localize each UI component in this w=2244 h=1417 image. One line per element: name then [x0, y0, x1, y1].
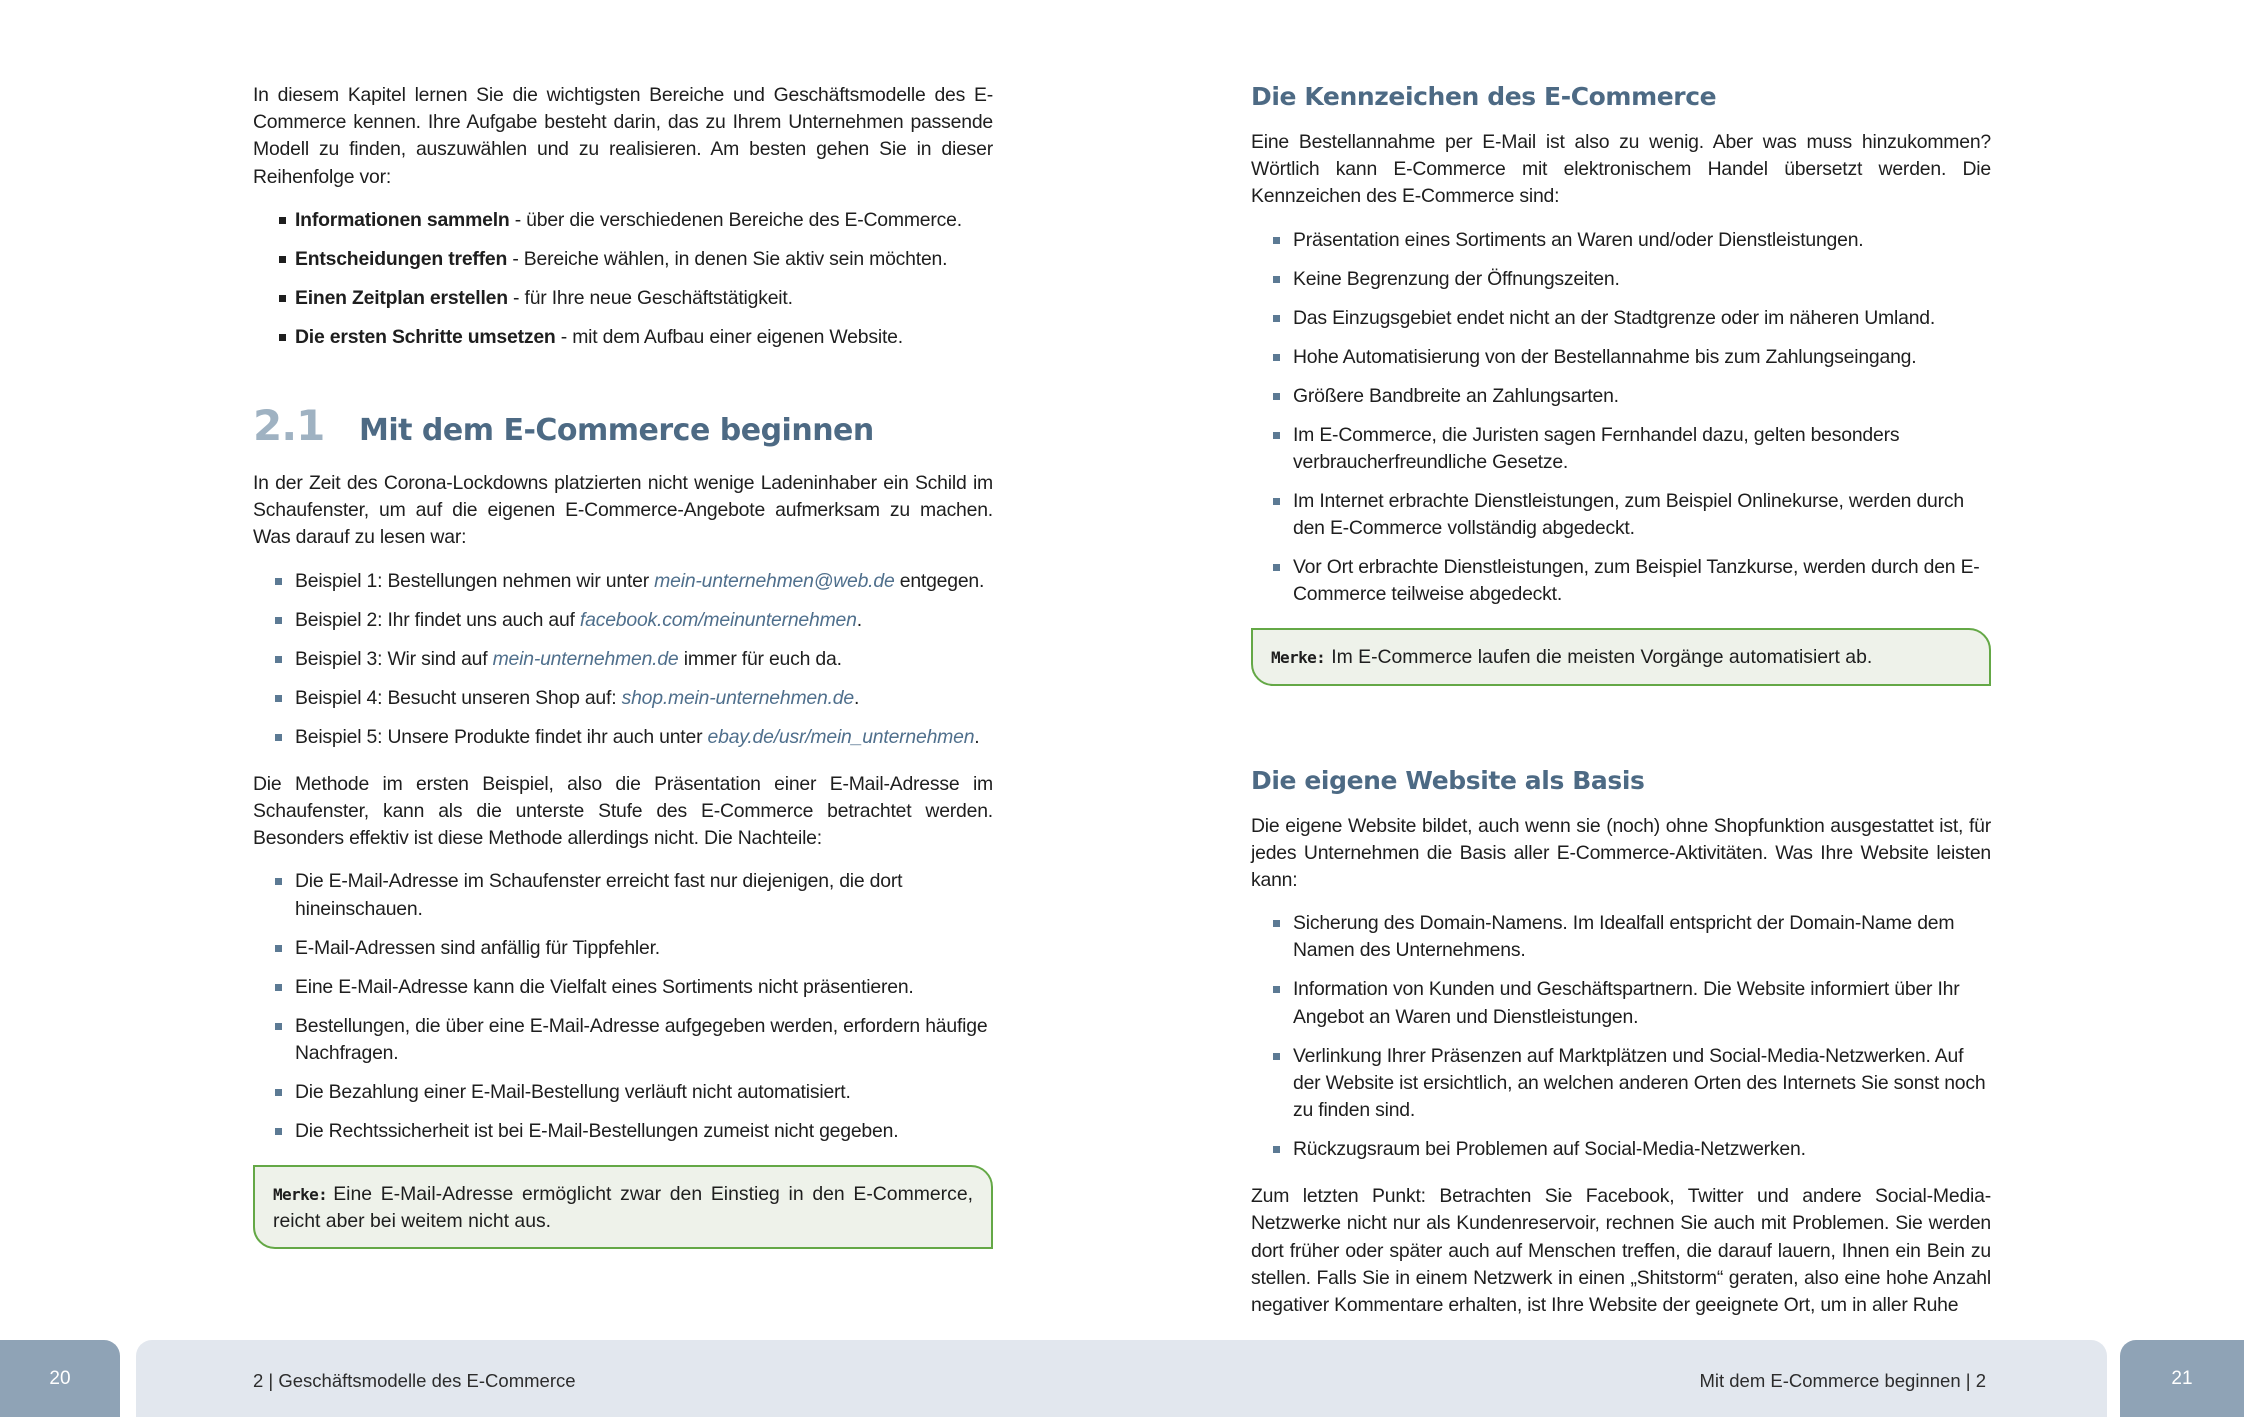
merke-box [253, 1165, 993, 1249]
benefits-list [1251, 910, 1991, 1163]
example-link[interactable]: mein-unternehmen.de [492, 647, 679, 670]
closing-paragraph: Zum letzten Punkt: Betrachten Sie Facebook, Twitter und andere Social-Media-Netzwerke nicht nur als Kundenreservoir, rechnen Sie auch mit Problemen. Sie werden dort früher oder später auch auf Menschen treffen, die darauf lauern, Ihnen ein Bein zu stellen. Falls Sie in einem Netzwerk in einen „Shitstorm“ geraten, also eine hohe Anzahl negativer Kommentare erhalten, ist Ihre Website der geeignete Ort, um in aller Ruhe [1251, 1185, 1991, 1317]
list-item: Beispiel 5: Unsere Produkte findet ihr auch unter ebay.de/usr/mein_unternehmen. [253, 724, 993, 751]
examples-list [253, 568, 993, 751]
list-item: Größere Bandbreite an Zahlungsarten. [1251, 383, 1991, 410]
example-link[interactable]: shop.mein-unternehmen.de [621, 686, 854, 709]
list-item: Das Einzugsgebiet endet nicht an der Stadtgrenze oder im näheren Umland. [1251, 305, 1991, 332]
list-item: Sicherung des Domain-Namens. Im Idealfall entspricht der Domain-Name dem Namen des Unternehmens. [1251, 910, 1991, 964]
section-title: Mit dem E-Commerce beginnen [359, 413, 874, 449]
footer-chapter-right: Mit dem E-Commerce beginnen | 2 [1699, 1370, 1986, 1391]
steps-list [253, 207, 993, 351]
list-item: Beispiel 1: Bestellungen nehmen wir unter mein-unternehmen@web.de entgegen. [253, 568, 993, 595]
footer-chapter-left: 2 | Geschäftsmodelle des E-Commerce [253, 1370, 576, 1391]
merke-text: Im E-Commerce laufen die meisten Vorgänge automatisiert ab. [1331, 646, 1873, 669]
kennzeichen-paragraph: Eine Bestellannahme per E-Mail ist also zu wenig. Aber was muss hinzukommen? Wörtlich kann E-Commerce mit elektronischem Handel übersetzt werden. Die Kennzeichen des E-Commerce sind: [1251, 131, 1991, 208]
drawbacks-intro: Die Methode im ersten Beispiel, also die Präsentation einer E-Mail-Adresse im Schaufenster, kann als die unterste Stufe des E-Commerce betrachtet werden. Besonders effektiv ist diese Methode allerdings nicht. Die Nachteile: [253, 772, 993, 850]
drawbacks-list [253, 868, 993, 1145]
list-item: Im Internet erbrachte Dienstleistungen, zum Beispiel Onlinekurse, werden durch den E-Commerce vollständig abgedeckt. [1251, 488, 1991, 542]
intro-paragraph: In diesem Kapitel lernen Sie die wichtigsten Bereiche und Geschäftsmodelle des E-Commerce kennen. Ihre Aufgabe besteht darin, das zu Ihrem Unternehmen passende Modell zu finden, auszuwählen und zu realisieren. Am besten gehen Sie in dieser Reihenfolge vor: [253, 84, 993, 188]
merke-label: Merke: [1271, 648, 1326, 668]
list-item: Im E-Commerce, die Juristen sagen Fernhandel dazu, gelten besonders verbraucherfreundliche Gesetze. [1251, 422, 1991, 476]
list-item: Hohe Automatisierung von der Bestellannahme bis zum Zahlungseingang. [1251, 344, 1991, 371]
right-page-column [1251, 82, 1991, 1335]
list-item: Die Bezahlung einer E-Mail-Bestellung verläuft nicht automatisiert. [253, 1079, 993, 1106]
merke-box [1251, 628, 1991, 685]
list-item: Entscheidungen treffen - Bereiche wählen, in denen Sie aktiv sein möchten. [253, 246, 993, 273]
merke-text: Eine E-Mail-Adresse ermöglicht zwar den Einstieg in den E-Commerce, reicht aber bei weitem nicht aus. [273, 1183, 973, 1233]
example-link[interactable]: mein-unternehmen@web.de [654, 569, 895, 592]
list-item: Die ersten Schritte umsetzen - mit dem Aufbau einer eigenen Website. [253, 324, 993, 351]
left-page-column [253, 82, 993, 1249]
list-item: Die E-Mail-Adresse im Schaufenster erreicht fast nur diejenigen, die dort hineinschauen. [253, 868, 993, 922]
list-item: Keine Begrenzung der Öffnungszeiten. [1251, 266, 1991, 293]
section-heading [253, 401, 993, 450]
list-item: Die Rechtssicherheit ist bei E-Mail-Bestellungen zumeist nicht gegeben. [253, 1118, 993, 1145]
section-paragraph: In der Zeit des Corona-Lockdowns platzierten nicht wenige Ladeninhaber ein Schild im Schaufenster, um auf die eigenen E-Commerce-Angebote aufmerksam zu machen. Was darauf zu lesen war: [253, 472, 993, 549]
page-number-right: 21 [2120, 1340, 2244, 1417]
subheading-website: Die eigene Website als Basis [1251, 765, 1645, 795]
list-item: Beispiel 3: Wir sind auf mein-unternehmen.de immer für euch da. [253, 646, 993, 673]
list-item: Beispiel 4: Besucht unseren Shop auf: shop.mein-unternehmen.de. [253, 685, 993, 712]
page-number-left: 20 [0, 1340, 120, 1417]
section-number: 2.1 [253, 401, 325, 451]
list-item: Einen Zeitplan erstellen - für Ihre neue Geschäftstätigkeit. [253, 285, 993, 312]
list-item: Beispiel 2: Ihr findet uns auch auf facebook.com/meinunternehmen. [253, 607, 993, 634]
example-link[interactable]: ebay.de/usr/mein_unternehmen [707, 725, 975, 748]
example-link[interactable]: facebook.com/meinunternehmen [579, 608, 857, 631]
merke-label: Merke: [273, 1185, 328, 1205]
subheading-kennzeichen: Die Kennzeichen des E-Commerce [1251, 82, 1717, 111]
list-item: Bestellungen, die über eine E-Mail-Adresse aufgegeben werden, erfordern häufige Nachfragen. [253, 1013, 993, 1067]
list-item: Informationen sammeln - über die verschiedenen Bereiche des E-Commerce. [253, 207, 993, 234]
list-item: E-Mail-Adressen sind anfällig für Tippfehler. [253, 935, 993, 962]
list-item: Vor Ort erbrachte Dienstleistungen, zum Beispiel Tanzkurse, werden durch den E-Commerce teilweise abgedeckt. [1251, 554, 1991, 608]
list-item: Präsentation eines Sortiments an Waren und/oder Dienstleistungen. [1251, 227, 1991, 254]
website-paragraph: Die eigene Website bildet, auch wenn sie (noch) ohne Shopfunktion ausgestattet ist, für jedes Unternehmen die Basis aller E-Commerce-Aktivitäten. Was Ihre Website leisten kann: [1251, 814, 1991, 892]
list-item: Verlinkung Ihrer Präsenzen auf Marktplätzen und Social-Media-Netzwerken. Auf der Website ist ersichtlich, an welchen anderen Orten des Internets Sie sonst noch zu finden sind. [1251, 1043, 1991, 1125]
features-list [1251, 227, 1991, 609]
list-item: Rückzugsraum bei Problemen auf Social-Media-Netzwerken. [1251, 1136, 1991, 1163]
list-item: Eine E-Mail-Adresse kann die Vielfalt eines Sortiments nicht präsentieren. [253, 974, 993, 1001]
list-item: Information von Kunden und Geschäftspartnern. Die Website informiert über Ihr Angebot an Waren und Dienstleistungen. [1251, 976, 1991, 1030]
